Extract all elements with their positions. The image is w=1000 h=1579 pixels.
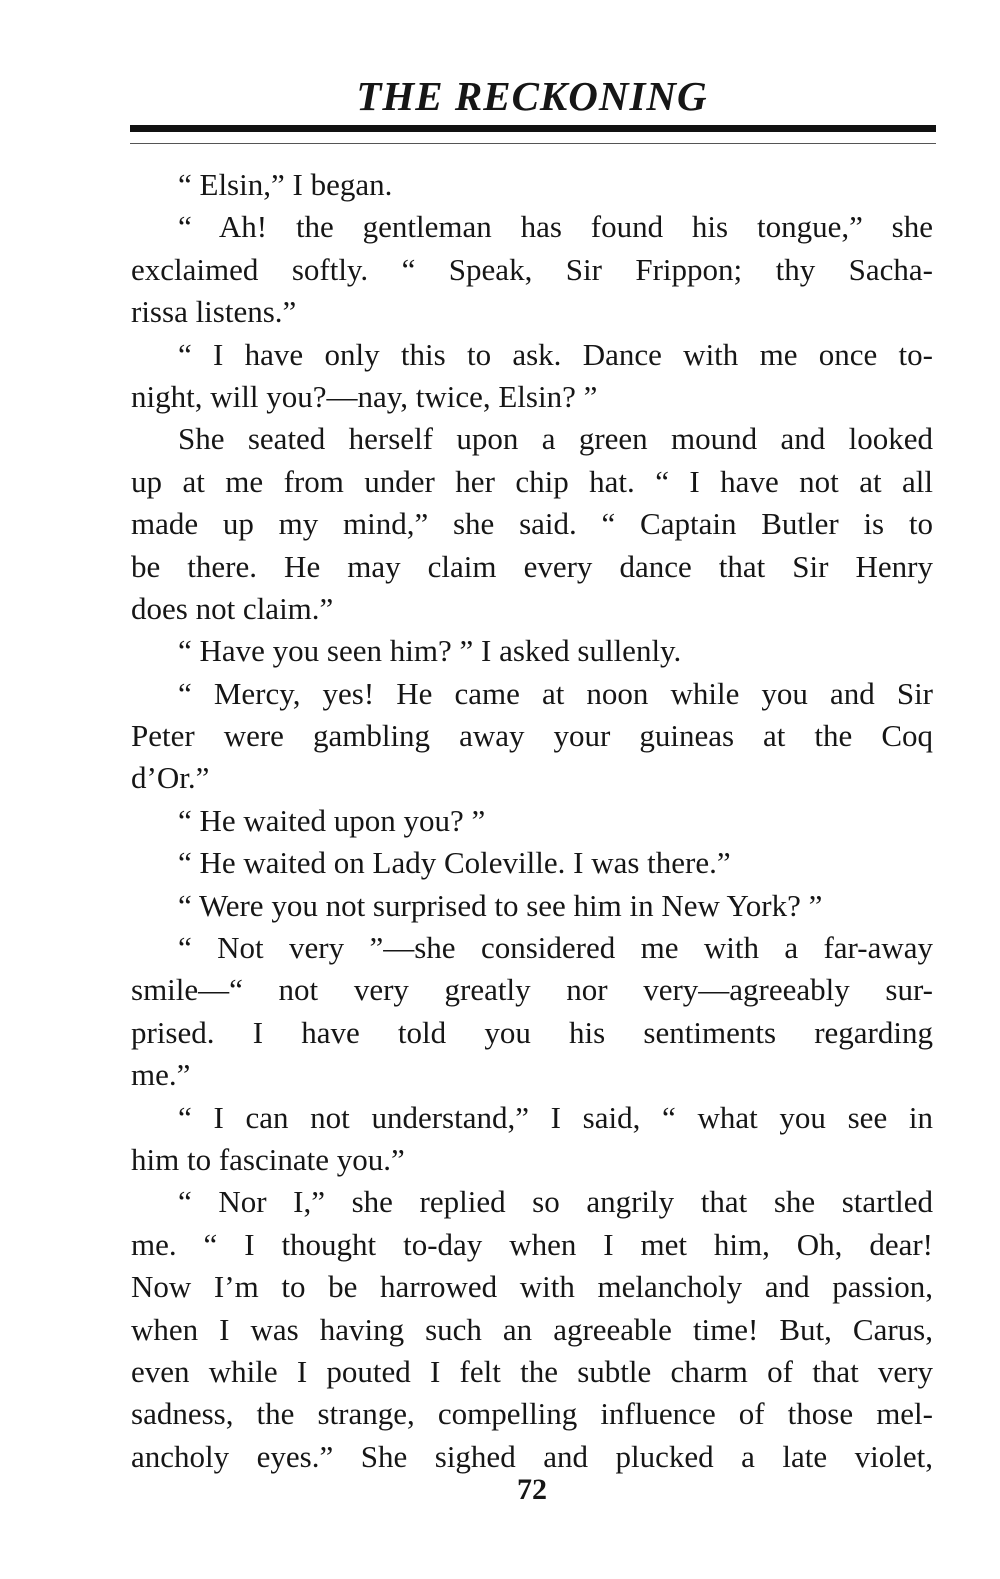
- text-line: “ Not very ”—she considered me with a far-away: [178, 930, 933, 966]
- text-line: “ He waited upon you? ”: [178, 802, 486, 838]
- header-rule-thick: [130, 125, 936, 132]
- text-line: Peter were gambling away your guineas at the Coq: [131, 718, 933, 754]
- text-line: be there. He may claim every dance that Sir Henry: [131, 548, 933, 584]
- text-line: me.”: [131, 1057, 191, 1093]
- body-text: [131, 164, 933, 1478]
- text-line: prised. I have told you his sentiments regarding: [131, 1014, 933, 1050]
- text-line: “ Mercy, yes! He came at noon while you and Sir: [178, 675, 933, 711]
- text-line: even while I pouted I felt the subtle charm of that very: [131, 1353, 933, 1389]
- page-number: 72: [517, 1473, 547, 1506]
- text-line: up at me from under her chip hat. “ I have not at all: [131, 463, 933, 499]
- text-line: exclaimed softly. “ Speak, Sir Frippon; thy Sacha-: [131, 251, 933, 287]
- text-line: sadness, the strange, compelling influence of those mel-: [131, 1396, 933, 1432]
- text-line: him to fascinate you.”: [131, 1141, 405, 1177]
- text-line: night, will you?—nay, twice, Elsin? ”: [131, 378, 598, 414]
- text-line: ancholy eyes.” She sighed and plucked a late violet,: [131, 1438, 933, 1474]
- text-line: She seated herself upon a green mound and looked: [178, 421, 933, 457]
- text-line: “ I have only this to ask. Dance with me once to-: [178, 336, 933, 372]
- text-line: “ Elsin,” I began.: [178, 167, 393, 202]
- text-line: rissa listens.”: [131, 294, 297, 330]
- text-line: “ I can not understand,” I said, “ what you see in: [178, 1099, 933, 1135]
- text-line: “ Nor I,” she replied so angrily that she startled: [178, 1184, 933, 1220]
- text-line: me. “ I thought to-day when I met him, Oh, dear!: [131, 1226, 933, 1262]
- running-title: THE RECKONING: [356, 73, 708, 119]
- text-line: “ He waited on Lady Coleville. I was there.”: [178, 845, 731, 881]
- text-line: when I was having such an agreeable time! But, Carus,: [131, 1311, 933, 1347]
- text-line: made up my mind,” she said. “ Captain Butler is to: [131, 506, 933, 542]
- header-rule-thin: [130, 143, 936, 144]
- text-line: “ Ah! the gentleman has found his tongue,” she: [178, 209, 933, 245]
- text-line: does not claim.”: [131, 590, 334, 626]
- text-line: smile—“ not very greatly nor very—agreeably sur-: [131, 972, 933, 1008]
- text-line: d’Or.”: [131, 760, 210, 796]
- text-line: “ Were you not surprised to see him in New York? ”: [178, 887, 823, 923]
- text-line: “ Have you seen him? ” I asked sullenly.: [178, 633, 682, 669]
- text-line: Now I’m to be harrowed with melancholy and passion,: [131, 1269, 933, 1305]
